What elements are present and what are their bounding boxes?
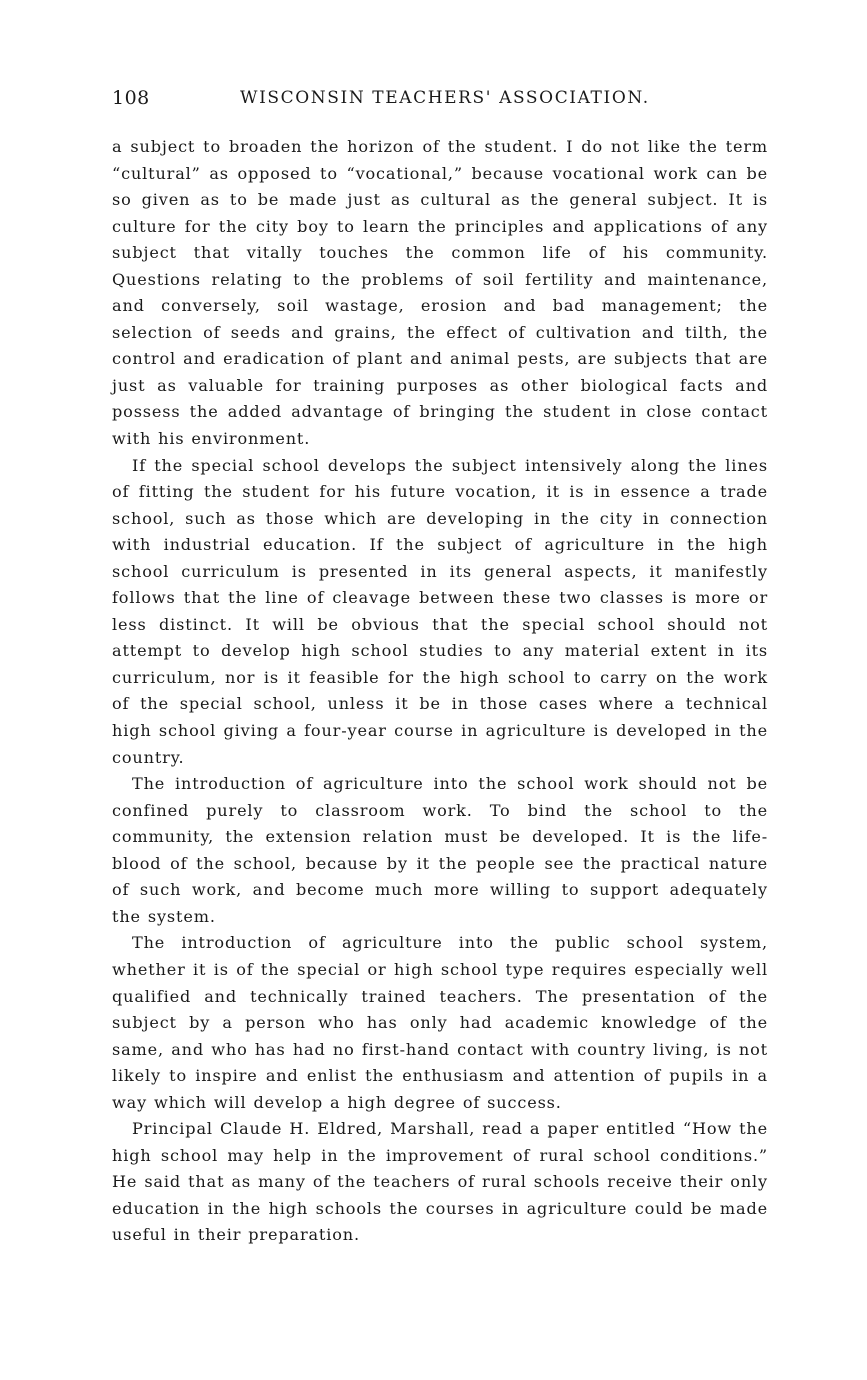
paragraph-2: If the special school develops the subject intensively along the lines of fitting the student for his future vocation, it is in essence a trade school, such as those which are developing in the city in connection with industrial education. If the subject of agriculture in the high school curriculum is presented in its general aspects, it manifestly follows that the line of cleavage between these two classes is more or less distinct. It will be obvious that the special school should not attempt to develop high school studies to any material extent in its curriculum, nor is it feasible for the high school to carry on the work of the special school, unless it be in those cases where a technical high school giving a four-year course in agriculture is developed in the country. <box>112 455 768 767</box>
page-number: 108 <box>112 87 150 109</box>
running-title: WISCONSIN TEACHERS' ASSOCIATION. <box>240 88 650 108</box>
paragraph-5: Principal Claude H. Eldred, Marshall, read a paper entitled “How the high school may help in the improvement of rural school conditions.” He said that as many of the teachers of rural schools receive their only education in the high schools the courses in agriculture could be made useful in their preparation. <box>112 1119 768 1245</box>
body-text <box>112 134 768 1249</box>
paragraph-4: The introduction of agriculture into the public school system, whether it is of the special or high school type requires especially well qualified and technically trained teachers. The presentation of the subject by a person who has only had academic knowledge of the same, and who has had no first-hand contact with country living, is not likely to inspire and enlist the enthusiasm and attention of pupils in a way which will develop a high degree of success. <box>112 933 768 1112</box>
paragraph-3: The introduction of agriculture into the school work should not be confined purely to classroom work. To bind the school to the community, the extension relation must be developed. It is the life-blood of the school, because by it the people see the practical nature of such work, and become much more willing to support adequately the system. <box>112 774 768 926</box>
paragraph-1: a subject to broaden the horizon of the student. I do not like the term “cultural” as opposed to “vocational,” because vocational work can be so given as to be made just as cultural as the general subject. It is culture for the city boy to learn the principles and applications of any subject that vitally touches the common life of his community. Questions relating to the problems of soil fertility and maintenance, and conversely, soil wastage, erosion and bad management; the selection of seeds and grains, the effect of cultivation and tilth, the control and eradication of plant and animal pests, are subjects that are just as valuable for training purposes as other biological facts and possess the added advantage of bringing the student in close contact with his environment. <box>112 137 768 449</box>
running-header <box>112 84 772 112</box>
